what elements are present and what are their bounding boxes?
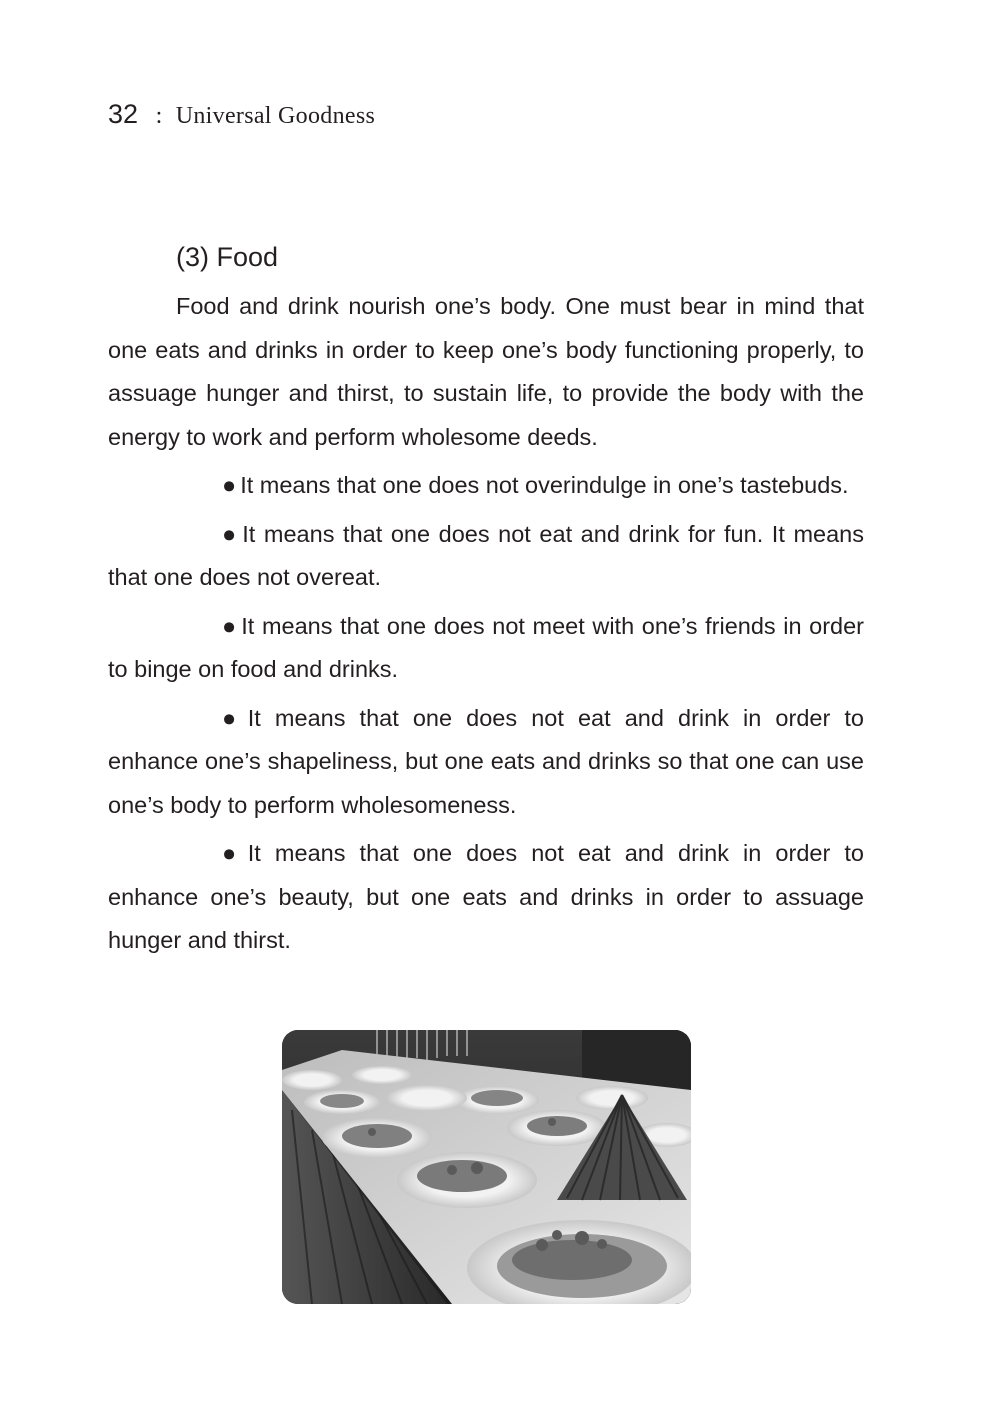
bullet-item bbox=[108, 513, 864, 600]
bullet-item bbox=[108, 464, 864, 508]
running-header bbox=[108, 96, 375, 134]
bullet-icon: ● bbox=[222, 840, 244, 866]
header-separator: : bbox=[155, 103, 163, 129]
bullet-text: It means that one does not meet with one’s friends in order to binge on food and drinks. bbox=[108, 612, 865, 682]
bullet-text: It means that one does not eat and drink for fun. It means that one does not overeat. bbox=[108, 520, 864, 590]
bullet-icon: ● bbox=[222, 472, 237, 498]
bullet-text: It means that one does not overindulge in one’s tastebuds. bbox=[240, 472, 849, 498]
bullet-text: It means that one does not eat and drink in order to enhance one’s beauty, but one eats and drinks in order to assuage hunger and thirst. bbox=[108, 840, 864, 953]
bullet-icon: ● bbox=[222, 612, 238, 639]
bullet-item bbox=[108, 832, 864, 963]
section-heading: (3) Food bbox=[176, 242, 279, 272]
bullet-text: It means that one does not eat and drink in order to enhance one’s shapeliness, but one eats and drinks so that one can use one’s body to perform wholesomeness. bbox=[108, 704, 864, 818]
page-number: 32 bbox=[108, 99, 139, 129]
bullet-icon: ● bbox=[222, 704, 244, 731]
bullet-item bbox=[108, 697, 864, 828]
book-title: Universal Goodness bbox=[175, 103, 376, 129]
bullet-item bbox=[108, 605, 864, 692]
bullet-icon: ● bbox=[222, 520, 239, 547]
banquet-table-photo bbox=[282, 1030, 691, 1304]
body-text bbox=[108, 285, 864, 963]
intro-paragraph: Food and drink nourish one’s body. One must bear in mind that one eats and drinks in order to keep one’s body functioning properly, to assuage hunger and thirst, to sustain life, to provide the body with the energy to work and perform wholesome deeds. bbox=[108, 293, 864, 450]
